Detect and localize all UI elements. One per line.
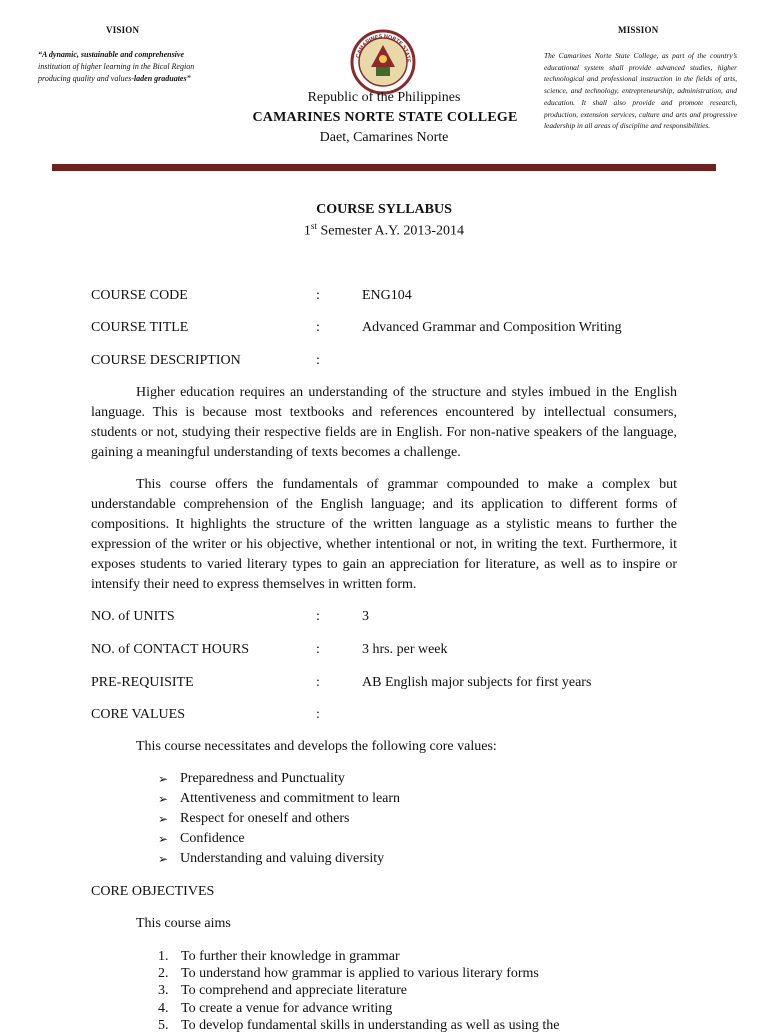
semester-number: 1 xyxy=(303,223,311,239)
course-title-label: COURSE TITLE xyxy=(91,320,189,335)
course-description-label: COURSE DESCRIPTION xyxy=(91,353,241,368)
core-value-text: Preparedness and Punctuality xyxy=(180,771,345,786)
semester-text: Semester A.Y. 2013-2014 xyxy=(316,223,465,239)
vision-line-4-text: laden graduates” xyxy=(133,74,191,83)
mission-heading: MISSION xyxy=(618,25,659,35)
colon: : xyxy=(316,642,320,657)
core-values-list xyxy=(158,769,400,869)
semester-line xyxy=(240,221,528,240)
objectives-intro: This course aims xyxy=(136,916,231,931)
list-item xyxy=(158,965,560,982)
vision-line-2: institution of higher learning in the Bicol Region xyxy=(38,62,195,71)
seal-graphic xyxy=(350,29,416,95)
objective-text: To understand how grammar is applied to various literary forms xyxy=(181,966,539,982)
semester-ordinal: st xyxy=(310,221,317,231)
core-value-text: Attentiveness and commitment to learn xyxy=(180,791,401,806)
objective-text: To create a venue for advance writing xyxy=(181,1000,393,1016)
seal-lettering: CAMARINES NORTE STATE xyxy=(355,33,412,63)
colon: : xyxy=(316,353,320,368)
core-value-text: Understanding and valuing diversity xyxy=(180,851,385,866)
objective-text: To comprehend and appreciate literature xyxy=(181,983,408,999)
vision-statement xyxy=(38,49,223,85)
objective-number: 2. xyxy=(158,966,169,982)
core-values-intro: This course necessitates and develops the following core values: xyxy=(136,739,497,754)
units-label: NO. of UNITS xyxy=(91,609,175,624)
republic-line: Republic of the Philippines xyxy=(307,90,461,105)
list-item xyxy=(158,829,400,849)
arrow-bullet-icon: ➢ xyxy=(158,792,169,806)
course-code-label: COURSE CODE xyxy=(91,288,188,303)
arrow-bullet-icon: ➢ xyxy=(158,772,169,786)
colon: : xyxy=(316,288,320,303)
list-item xyxy=(158,789,400,809)
description-paragraph-1: Higher education requires an understanding of the structure and styles imbued in the English language. This is because most textbooks and references encountered by intellectual consumers, students or not, studying their respective fields are in English. For non-native speakers of the language, gaining a meaningful understanding of texts becomes a challenge. xyxy=(91,385,677,460)
syllabus-title: COURSE SYLLABUS xyxy=(316,202,452,217)
core-value-text: Confidence xyxy=(180,831,245,846)
list-item xyxy=(158,809,400,829)
core-objectives-label: CORE OBJECTIVES xyxy=(91,884,215,899)
arrow-bullet-icon: ➢ xyxy=(158,832,169,846)
list-item xyxy=(158,769,400,789)
objective-text: To further their knowledge in grammar xyxy=(181,949,400,964)
mission-statement: The Camarines Norte State College, as part of the country’s educational system shall provide advanced studies, higher technological and professional instruction in the fields of arts, science, and technology, entrepreneurship, administration, and education. It shall also provide and promote research, production, extension services, culture and arts and progressive leadership in all areas of discipline and responsibilities. xyxy=(544,51,737,131)
course-code-value: ENG104 xyxy=(362,288,412,303)
vision-line-3-text: producing quality and values- xyxy=(38,74,134,83)
units-value: 3 xyxy=(362,609,369,624)
header-divider xyxy=(52,164,716,171)
vision-line-1: “A dynamic, sustainable and comprehensive xyxy=(38,50,185,59)
objectives-list xyxy=(158,948,560,1034)
objective-text: To develop fundamental skills in understanding as well as using the xyxy=(181,1017,560,1033)
colon: : xyxy=(316,609,320,624)
arrow-bullet-icon: ➢ xyxy=(158,852,169,866)
college-name: CAMARINES NORTE STATE COLLEGE xyxy=(252,110,518,125)
objective-number: 3. xyxy=(158,983,169,999)
vision-line-3 xyxy=(38,73,223,85)
description-paragraph-2: This course offers the fundamentals of grammar compounded to make a complex but understandable comprehension of the English language; and its application to different forms of compositions. It highlights the structure of the written language as a stylistic means to further the expression of the writer or his objective, whether intentional or not, in writing the text. Furthermore, it exposes students to varied literary types to gain an appreciation for literature, as well as to inspire or intensify their need to express themselves in written form. xyxy=(91,477,677,592)
arrow-bullet-icon: ➢ xyxy=(158,812,169,826)
list-item xyxy=(158,1017,560,1034)
college-location: Daet, Camarines Norte xyxy=(319,130,449,145)
core-value-text: Respect for oneself and others xyxy=(180,811,350,826)
list-item xyxy=(158,982,560,999)
college-seal-logo xyxy=(350,29,416,95)
colon: : xyxy=(316,675,320,690)
list-item xyxy=(158,948,560,965)
vision-heading: VISION xyxy=(106,25,140,35)
colon: : xyxy=(316,320,320,335)
objective-number: 5. xyxy=(158,1017,169,1033)
colon: : xyxy=(316,707,320,722)
list-item xyxy=(158,1000,560,1017)
core-values-label: CORE VALUES xyxy=(91,707,186,722)
objective-number: 4. xyxy=(158,1000,169,1016)
contact-hours-value: 3 hrs. per week xyxy=(362,642,448,657)
prerequisite-label: PRE-REQUISITE xyxy=(91,675,194,690)
objective-number: 1. xyxy=(158,949,169,964)
contact-hours-label: NO. of CONTACT HOURS xyxy=(91,642,250,657)
list-item xyxy=(158,849,400,869)
course-title-value: Advanced Grammar and Composition Writing xyxy=(362,320,622,335)
prerequisite-value: AB English major subjects for first years xyxy=(362,675,592,690)
